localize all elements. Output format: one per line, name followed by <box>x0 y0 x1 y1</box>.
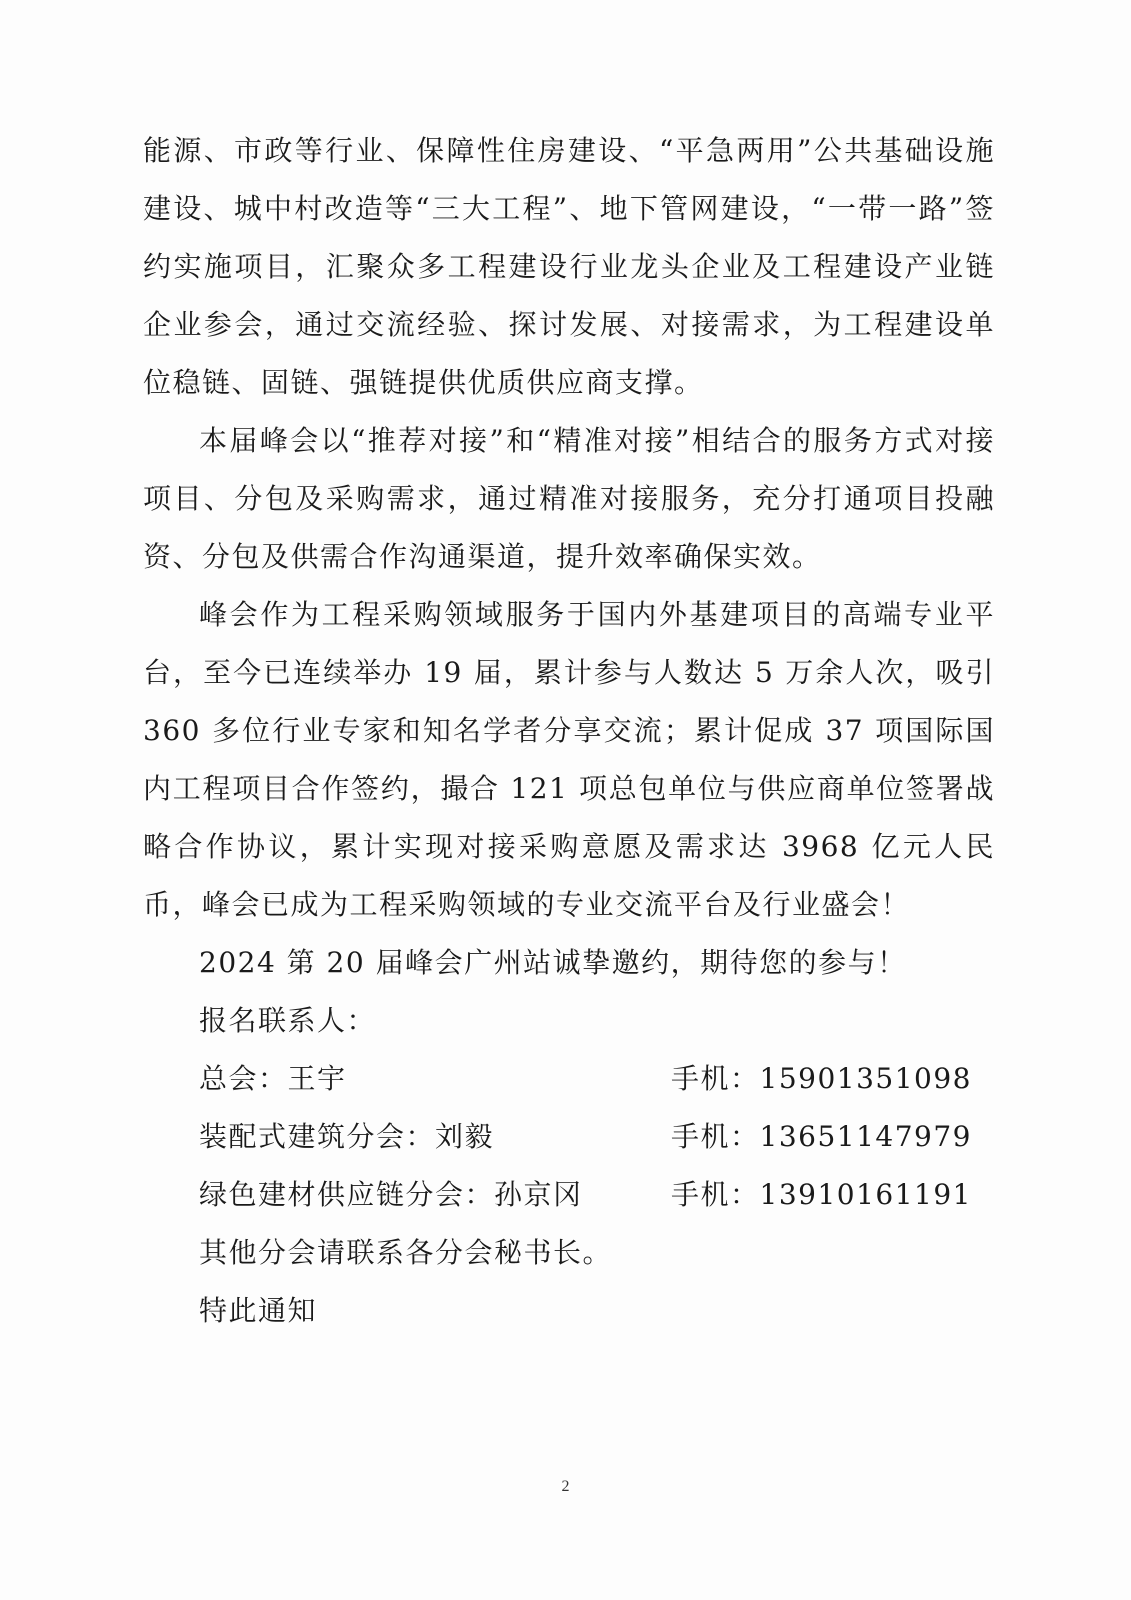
document-body <box>143 122 995 1340</box>
contact-row <box>143 1108 995 1166</box>
contact-row <box>143 1050 995 1108</box>
paragraph-scope: 能源、市政等行业、保障性住房建设、“平急两用”公共基础设施建设、城中村改造等“三大工程”、地下管网建设，“一带一路”签约实施项目，汇聚众多工程建设行业龙头企业及工程建设产业链企业参会，通过交流经验、探讨发展、对接需求，为工程建设单位稳链、固链、强链提供优质供应商支撑。 <box>143 134 995 399</box>
contact-phone: 手机：13651147979 <box>671 1120 972 1153</box>
invitation-line: 2024 第 20 届峰会广州站诚挚邀约，期待您的参与！ <box>199 946 907 979</box>
other-branches-note: 其他分会请联系各分会秘书长。 <box>199 1236 613 1269</box>
contact-name: 装配式建筑分会：刘毅 <box>199 1120 495 1153</box>
contacts-heading: 报名联系人： <box>199 1004 377 1037</box>
page-number: 2 <box>561 1478 570 1495</box>
contact-name: 绿色建材供应链分会：孙京冈 <box>199 1178 583 1211</box>
contact-phone: 手机：15901351098 <box>671 1062 972 1095</box>
paragraph-history: 峰会作为工程采购领域服务于国内外基建项目的高端专业平台，至今已连续举办 19 届，累计参与人数达 5 万余人次，吸引 360 多位行业专家和知名学者分享交流；累计促成 37 项国际国内工程项目合作签约，撮合 121 项总包单位与供应商单位签署战略合作协议，累计实现对接采购意愿及需求达 3968 亿元人民币，峰会已成为工程采购领域的专业交流平台及行业盛会！ <box>143 598 995 921</box>
contact-row <box>143 1166 995 1224</box>
contact-name: 总会：王宇 <box>199 1062 347 1095</box>
paragraph-matchmaking: 本届峰会以“推荐对接”和“精准对接”相结合的服务方式对接项目、分包及采购需求，通过精准对接服务，充分打通项目投融资、分包及供需合作沟通渠道，提升效率确保实效。 <box>143 424 995 573</box>
closing-line: 特此通知 <box>199 1294 318 1327</box>
contact-phone: 手机：13910161191 <box>671 1178 972 1211</box>
